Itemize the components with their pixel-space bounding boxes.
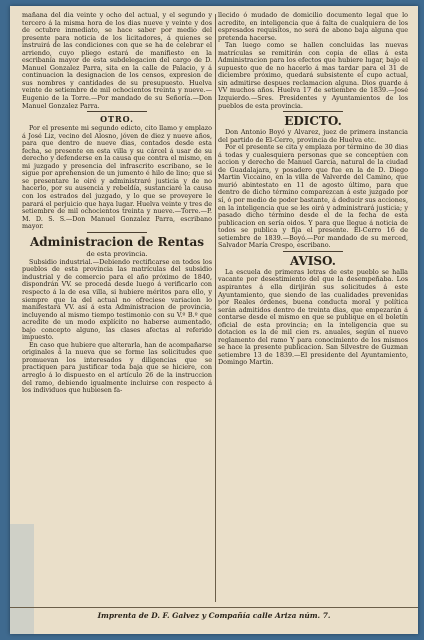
section-divider xyxy=(283,111,343,112)
right-paragraph-5: La escuela de primeras letras de este pueblo se halla vacante por desestimiento del que la desempeñaba. Los aspirantes á ella dirijirán sus solicitudes á este Ayuntamiento, que siendo de las cualidades prevenidas por Reales órdenes, buena conducta moral y política serán admitidos dentro de treinta dias, que empezarán á contarse desde el mismo en que se publique en el boletín oficial de esta provincia; en la inteligencia que su dotacion es la de mil cien rs. anuales, según el nuevo reglamento del ramo Y para conocimiento de los mismos se hace la presente publicacion. San Silvestre de Guzman setiembre 13 de 1839.—El presidente del Ayuntamiento, Domingo Martin. xyxy=(218,267,408,367)
otro-heading: OTRO. xyxy=(100,114,134,125)
left-paragraph-4: En caso que hubiere que alterarla, han de acompañarse originales á la nueva que se forme las solicitudes que promuevan los interesados y diligencias que se practiquen para justificar toda baja que se hiciere, con arreglo á lo dispuesto en el artículo 26 de la instruccion del ramo, debiendo igualmente incluirse con respecto á los individuos que hubiesen fa- xyxy=(22,340,212,395)
aviso-heading: AVISO. xyxy=(290,253,336,268)
left-paragraph-3: Subsidio industrial.—Debiendo rectificarse en todos los pueblos de esta provincia las matrículas del subsidio industrial y de comercio para el año próximo de 1840, dispondrán VV. se proceda desde luego á verificarlo con respecto á la de esa villa, si hubiere méritos para ello, y siempre que la del actual no ofreciese variacion lo manifestará VV. así á esta Administracion de provincia, incluyendo al mismo tiempo testimonio con su V.º B.º que acredite de un modo explícito no haberse aumentado, bajo concepto alguno, las clases afectas al referido impuesto. xyxy=(22,257,212,342)
admin-subheading: de esta provincia. xyxy=(86,249,148,258)
left-paragraph-2: Por el presente mi segundo edicto, cito llamo y emplazo á José Liz, vecino del Alosno, jóven de diez y nueve años, para que dentro de nueve dias, contados desde esta fecha, se presente en esta villa y su cárcel á usar de su derecho y defenderse en la causa que contra el mismo, en mi juzgado y presencia del infrascrito escribano, se le sigue por aprehension de un jumento é hilo de lino; que si se presentare le oiré y administraré justicia y de no hacerlo, por su ausencia y rebeldía, sustanciaré la causa con los estrados del juzgado, y lo que se proveyere le parará el perjuicio que haya lugar. Huelva veinte y tres de setiembre de mil ochocientos treinta y nueve.—Torre.—P. M. D. S. S.—Don Manuel Gonzalez Parra, escribano mayor. xyxy=(22,124,212,231)
section-divider xyxy=(87,232,147,233)
left-column xyxy=(22,12,212,395)
edicto-heading: EDICTO. xyxy=(284,114,342,129)
section-divider xyxy=(87,111,147,112)
right-paragraph-3: Don Antonio Boyó y Alvarez, juez de primera instancia del partido de El-Cerro, provincia de Huelva etc. xyxy=(218,128,408,144)
newspaper-page xyxy=(10,6,418,634)
left-paragraph-1: mañana del dia veinte y ocho del actual, y el segundo y tercero á la misma hora de los dias nueve y veinte y dos de octubre inmediato, se hace saber por medio del presente para noticia de los licitadores, á quienes se instruirá de las condiciones con que se ha de celebrar el arriendo, cuyo pliego estará de manifiesto en la escribanía mayor de esta subdelegacion del cargo de D. Manuel Gonzalez Parra, sita en la calle de Palacio, y á continuacion la designacion de los censos, expresion de sus nombres y cantidades de su presupuesto. Huelva veinte de setiembre de mil ochocientos treinta y nueve.—Eugenio de la Torre.—Por mandado de su Señoría.—Don Manuel Gonzalez Parra. xyxy=(22,11,212,110)
section-divider xyxy=(283,251,343,252)
right-paragraph-1: llecido ó mudado de domicilio documento legal que lo acredite, en inteligencia que á falta de cualquiera de los espresados requisitos, no será de abono baja alguna que pretenda hacerse. xyxy=(218,11,408,42)
admin-heading: Administracion de Rentas xyxy=(29,234,205,249)
right-paragraph-2: Tan luego como se hallen concluidas las nuevas matrículas se remitirán con copia de ellas á esta Administracion para los efectos que hubiere lugar, bajo el supuesto que de no hacerlo á mas tardar para el 31 de diciembre próximo, quedará subsistente el cupo actual, sin admitirse despues reclamacion alguna. Dios guarde á VV muchos años. Huelva 17 de setiembre de 1839.—José Izquierdo.—Sres. Presidentes y Ayuntamientos de los pueblos de esta provincia. xyxy=(218,41,408,110)
printer-imprint: Imprenta de D. F. Galvez y Compañía calle Ariza núm. 7. xyxy=(10,607,418,620)
right-column xyxy=(218,12,408,367)
right-paragraph-4: Por el presente se cita y emplaza por término de 30 dias á todas y cualesquiera personas que se conceptúen con accion y derecho de Manuel Garcia, natural de la ciudad de Guadalajara, y posadero que fue en la de D. Diego Martin Viccaino, en la villa de Valverde del Camino, que murió abintestato en 11 de agosto último, para que dentro de dicho término comparezcan á este juzgado por sí, ó por medio de poder bastante, á deducir sus acciones, en la inteligencia que se les oirá y administrará justicia; y pasado dicho término desde el de la fecha de esta publicacion en sería oidos. Y para que llegue á noticia de todos se publica y fija el presente. El-Cerro 16 de setiembre de 1839.—Boyó.—Por mandado de su merced, Salvador María Crespo, escribano. xyxy=(218,143,408,250)
column-separator xyxy=(215,14,216,602)
